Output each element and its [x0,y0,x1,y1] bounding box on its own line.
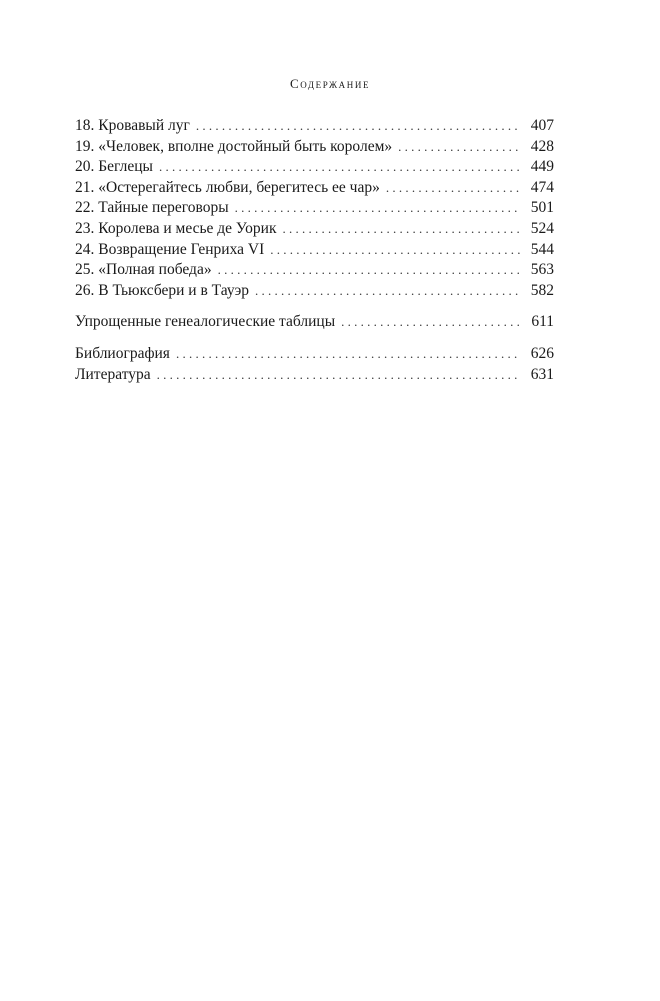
toc-entry[interactable] [75,344,554,365]
toc-references [75,344,554,385]
page-heading: Содержание [289,76,371,91]
dot-leader [255,281,520,302]
toc-entry-page: 582 [530,281,554,299]
toc-entry-page: 501 [530,199,554,217]
toc-entry[interactable] [75,116,554,137]
dot-leader [398,137,520,158]
dot-leader [386,178,520,199]
toc-entry-page: 449 [530,158,554,176]
dot-leader [283,219,521,240]
toc-entry-title: 18. Кровавый луг [75,117,190,134]
toc-entry-title: Литература [75,365,151,383]
dot-leader [176,344,520,365]
dot-leader [270,240,520,261]
toc-appendix [75,312,554,333]
toc-entry-page: 524 [530,219,554,237]
toc-entry[interactable] [75,157,554,178]
toc-entry-page: 611 [531,313,554,331]
toc-entry[interactable] [75,260,554,281]
toc-entry-title: 24. Возвращение Генриха VI [75,240,265,258]
toc-entry[interactable] [75,219,554,240]
toc-entry-page: 407 [530,117,554,134]
toc-entry-title: 21. «Остерегайтесь любви, берегитесь ее чар» [75,178,380,196]
dot-leader [341,312,520,333]
toc-entry-page: 626 [530,344,554,362]
toc-entry[interactable] [75,281,554,302]
toc-entry-title: Библиография [75,344,170,362]
toc-entry[interactable] [75,365,554,386]
toc-entry-title: Упрощенные генеалогические таблицы [75,313,336,331]
toc-entry[interactable] [75,137,554,158]
toc-entry-page: 428 [530,137,554,155]
toc-chapters [75,116,554,301]
toc-entry-title: 23. Королева и месье де Уорик [75,219,277,237]
toc-entry-page: 563 [530,261,554,279]
dot-leader [157,365,520,386]
toc-entry[interactable] [75,240,554,261]
toc-entry-title: 20. Беглецы [75,158,153,176]
dot-leader [235,198,520,219]
toc-entry[interactable] [75,312,554,333]
dot-leader [196,116,520,137]
toc-entry-title: 25. «Полная победа» [75,261,212,279]
toc-entry-title: 22. Тайные переговоры [75,199,229,217]
toc-entry-page: 544 [530,240,554,258]
toc-entry[interactable] [75,198,554,219]
toc-entry[interactable] [75,178,554,199]
dot-leader [159,157,520,178]
toc-entry-title: 26. В Тьюксбери и в Тауэр [75,281,249,299]
dot-leader [218,260,520,281]
toc-entry-page: 631 [530,365,554,383]
toc-entry-title: 19. «Человек, вполне достойный быть королем» [75,137,393,155]
toc-entry-page: 474 [530,178,554,196]
table-of-contents [75,116,554,385]
